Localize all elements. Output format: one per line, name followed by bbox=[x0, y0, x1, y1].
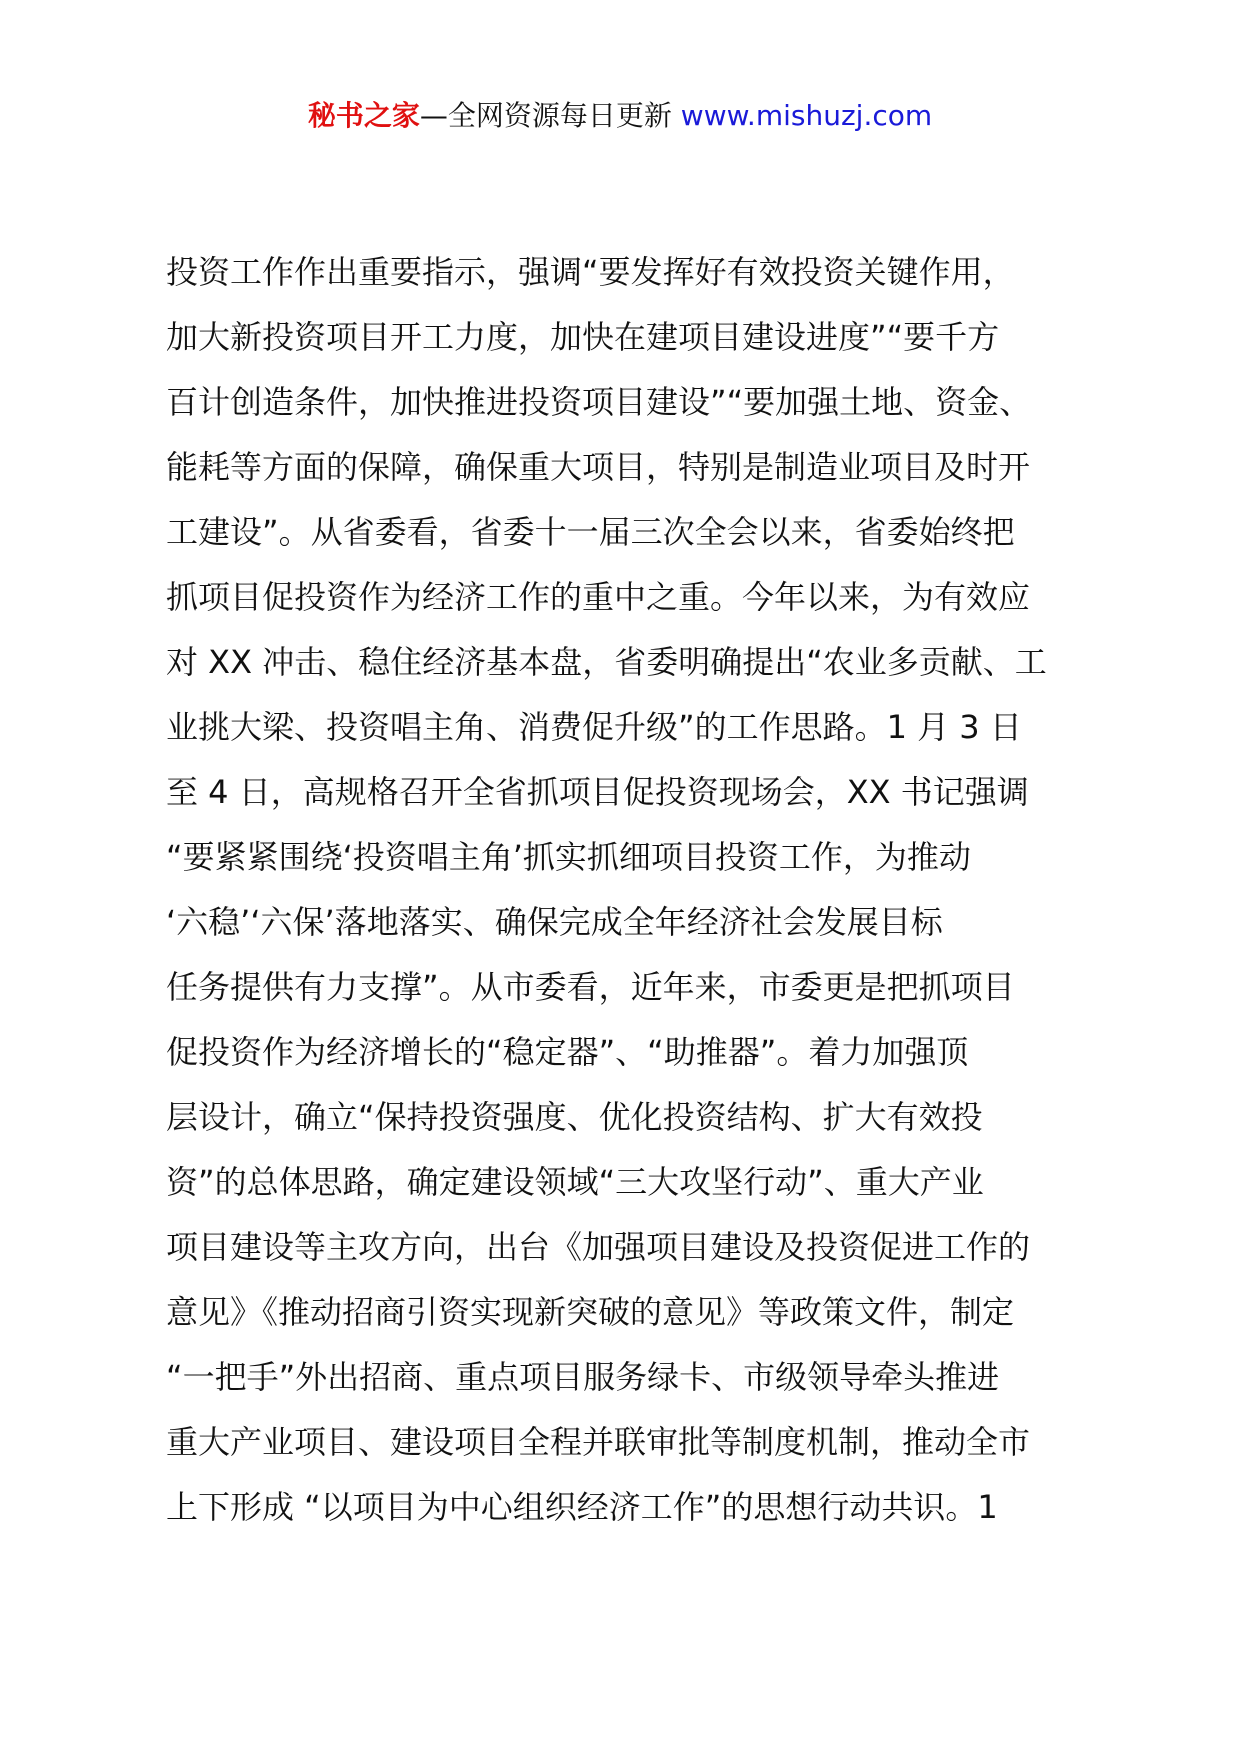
page-header bbox=[0, 98, 1240, 134]
text-line: 对 XX 冲击、稳住经济基本盘，省委明确提出“农业多贡献、工 bbox=[166, 643, 1047, 681]
header-tagline: —全网资源每日更新 bbox=[419, 99, 672, 132]
text-line: 意见》《推动招商引资实现新突破的意见》等政策文件，制定 bbox=[166, 1293, 1015, 1331]
site-url-link[interactable]: www.mishuzj.com bbox=[680, 99, 933, 132]
text-line: 层设计，确立“保持投资强度、优化投资结构、扩大有效投 bbox=[166, 1098, 983, 1136]
text-line: 百计创造条件，加快推进投资项目建设”“要加强土地、资金、 bbox=[166, 383, 1032, 421]
text-line: 任务提供有力支撑”。从市委看，近年来，市委更是把抓项目 bbox=[166, 968, 1015, 1006]
text-line: 至 4 日，高规格召开全省抓项目促投资现场会，XX 书记强调 bbox=[166, 773, 1029, 811]
text-line: “一把手”外出招商、重点项目服务绿卡、市级领导牵头推进 bbox=[166, 1358, 1000, 1396]
text-line: 投资工作作出重要指示，强调“要发挥好有效投资关键作用， bbox=[166, 253, 1015, 291]
text-line: 抓项目促投资作为经济工作的重中之重。今年以来，为有效应 bbox=[166, 578, 1031, 616]
text-line: 能耗等方面的保障，确保重大项目，特别是制造业项目及时开 bbox=[166, 448, 1031, 486]
text-line: 工建设”。从省委看，省委十一届三次全会以来，省委始终把 bbox=[166, 513, 1015, 551]
text-line: 促投资作为经济增长的“稳定器”、“助推器”。着力加强顶 bbox=[166, 1033, 969, 1071]
text-line: 重大产业项目、建设项目全程并联审批等制度机制，推动全市 bbox=[166, 1423, 1031, 1461]
text-line: 加大新投资项目开工力度，加快在建项目建设进度”“要千方 bbox=[166, 318, 1000, 356]
brand-name: 秘书之家 bbox=[307, 99, 420, 132]
text-line: 资”的总体思路，确定建设领域“三大攻坚行动”、重大产业 bbox=[166, 1163, 984, 1201]
text-line: 上下形成 “以项目为中心组织经济工作”的思想行动共识。1 bbox=[166, 1488, 998, 1526]
text-line: 项目建设等主攻方向，出台《加强项目建设及投资促进工作的 bbox=[166, 1228, 1031, 1266]
text-line: “要紧紧围绕‘投资唱主角’抓实抓细项目投资工作，为推动 bbox=[166, 838, 971, 876]
text-line: 业挑大梁、投资唱主角、消费促升级”的工作思路。1 月 3 日 bbox=[166, 708, 1022, 746]
document-body bbox=[166, 240, 1106, 1540]
text-line: ‘六稳’‘六保’落地落实、确保完成全年经济社会发展目标 bbox=[166, 903, 943, 941]
